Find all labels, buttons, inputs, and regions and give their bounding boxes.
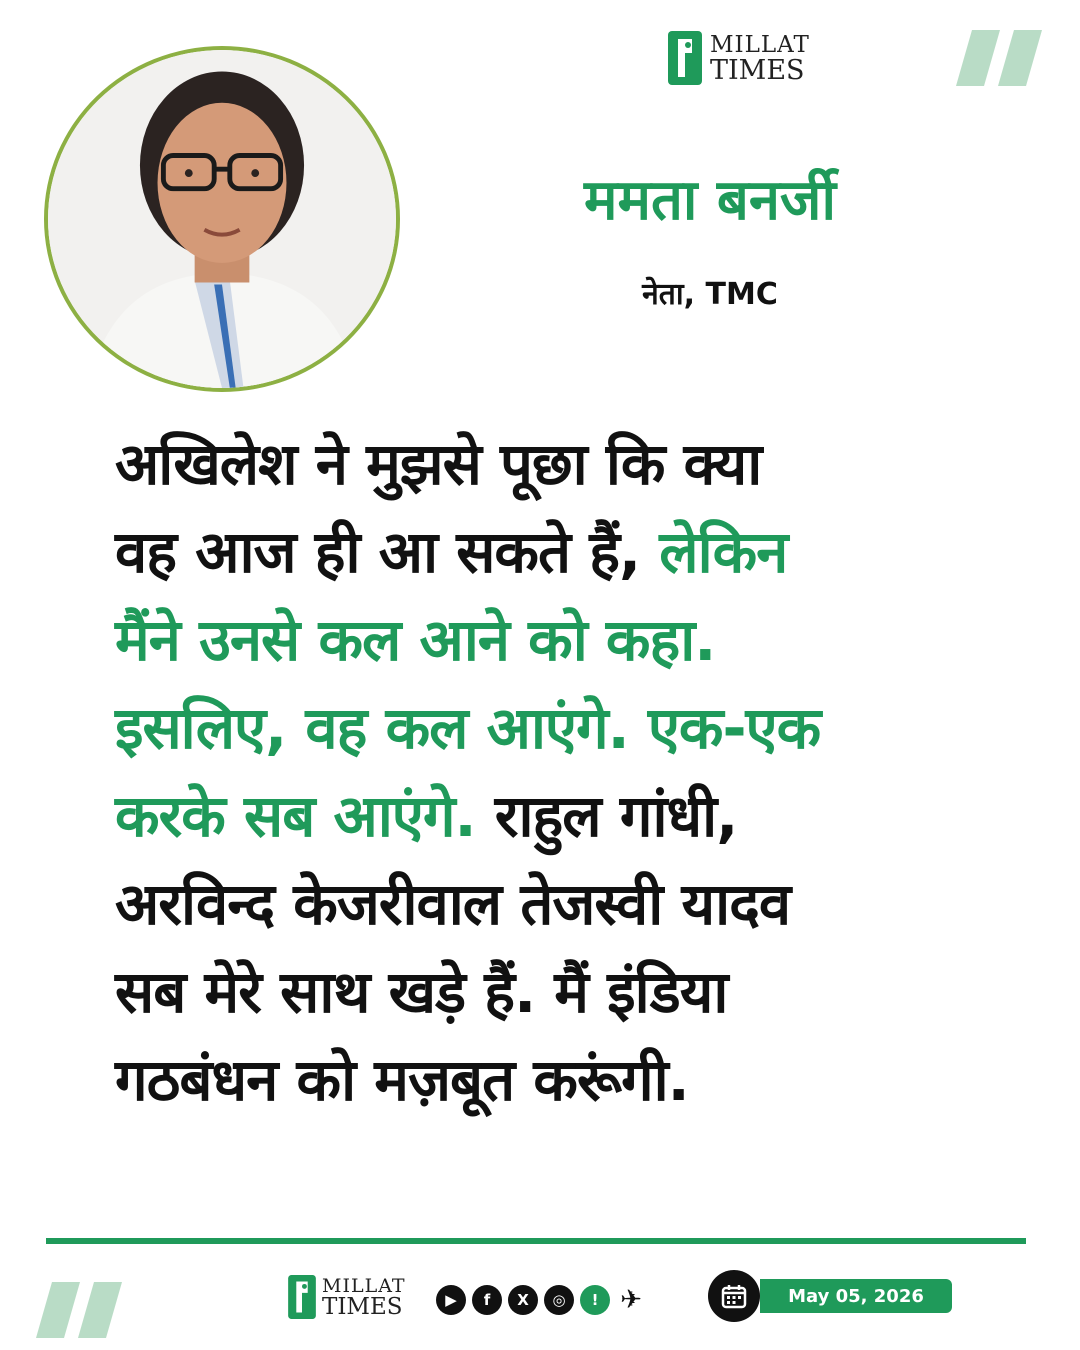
speaker-role: नेता, TMC	[642, 277, 778, 312]
quote-line	[115, 420, 1015, 508]
speaker-name: ममता बनर्जी	[583, 168, 836, 233]
brand-line1: MILLAT	[710, 32, 810, 58]
quote-line	[115, 508, 1015, 596]
telegram-icon[interactable]: ✈	[620, 1285, 642, 1315]
x-icon[interactable]: X	[508, 1285, 538, 1315]
quote-highlight: इसलिए, वह कल आएंगे. एक-एक	[115, 694, 821, 762]
brand-logo-mark	[668, 31, 702, 85]
quote-line	[115, 684, 1015, 772]
footer-logo-mark	[288, 1275, 316, 1319]
instagram-icon[interactable]: ◎	[544, 1285, 574, 1315]
quote-segment: वह आज ही आ सकते हैं,	[115, 518, 660, 586]
footer-divider	[46, 1238, 1026, 1244]
quote-mark-icon	[950, 30, 1050, 90]
quote-highlight: मैंने उनसे कल आने को कहा.	[115, 606, 716, 674]
quote-segment: अखिलेश ने मुझसे पूछा कि क्या	[115, 430, 762, 498]
brand-logo	[668, 28, 838, 88]
quote-line	[115, 860, 1015, 948]
brand-line2: TIMES	[710, 55, 805, 86]
quote-highlight: करके सब आएंगे.	[115, 782, 495, 850]
calendar-icon	[708, 1270, 760, 1322]
social-links	[436, 1280, 646, 1320]
quote-line	[115, 1036, 1015, 1124]
quote-highlight: लेकिन	[659, 518, 788, 586]
quote-text	[115, 420, 1015, 1124]
millat-icon[interactable]: !	[580, 1285, 610, 1315]
quote-segment: सब मेरे साथ खड़े हैं. मैं इंडिया	[115, 958, 728, 1026]
quote-segment: अरविन्द केजरीवाल तेजस्वी यादव	[115, 870, 791, 938]
youtube-icon[interactable]: ▶	[436, 1285, 466, 1315]
quote-mark-bottom-icon	[30, 1282, 130, 1342]
publish-date: May 05, 2026	[760, 1279, 952, 1313]
quote-segment: गठबंधन को मज़बूत करूंगी.	[115, 1046, 689, 1114]
quote-line	[115, 596, 1015, 684]
speaker-portrait	[44, 46, 400, 392]
footer-brand-line1: MILLAT	[322, 1275, 406, 1297]
portrait-image	[48, 50, 396, 388]
facebook-icon[interactable]: f	[472, 1285, 502, 1315]
quote-line	[115, 772, 1015, 860]
footer-brand-line2: TIMES	[322, 1294, 403, 1320]
quote-line	[115, 948, 1015, 1036]
footer-brand-logo[interactable]	[288, 1272, 428, 1322]
quote-segment: राहुल गांधी,	[494, 782, 738, 850]
